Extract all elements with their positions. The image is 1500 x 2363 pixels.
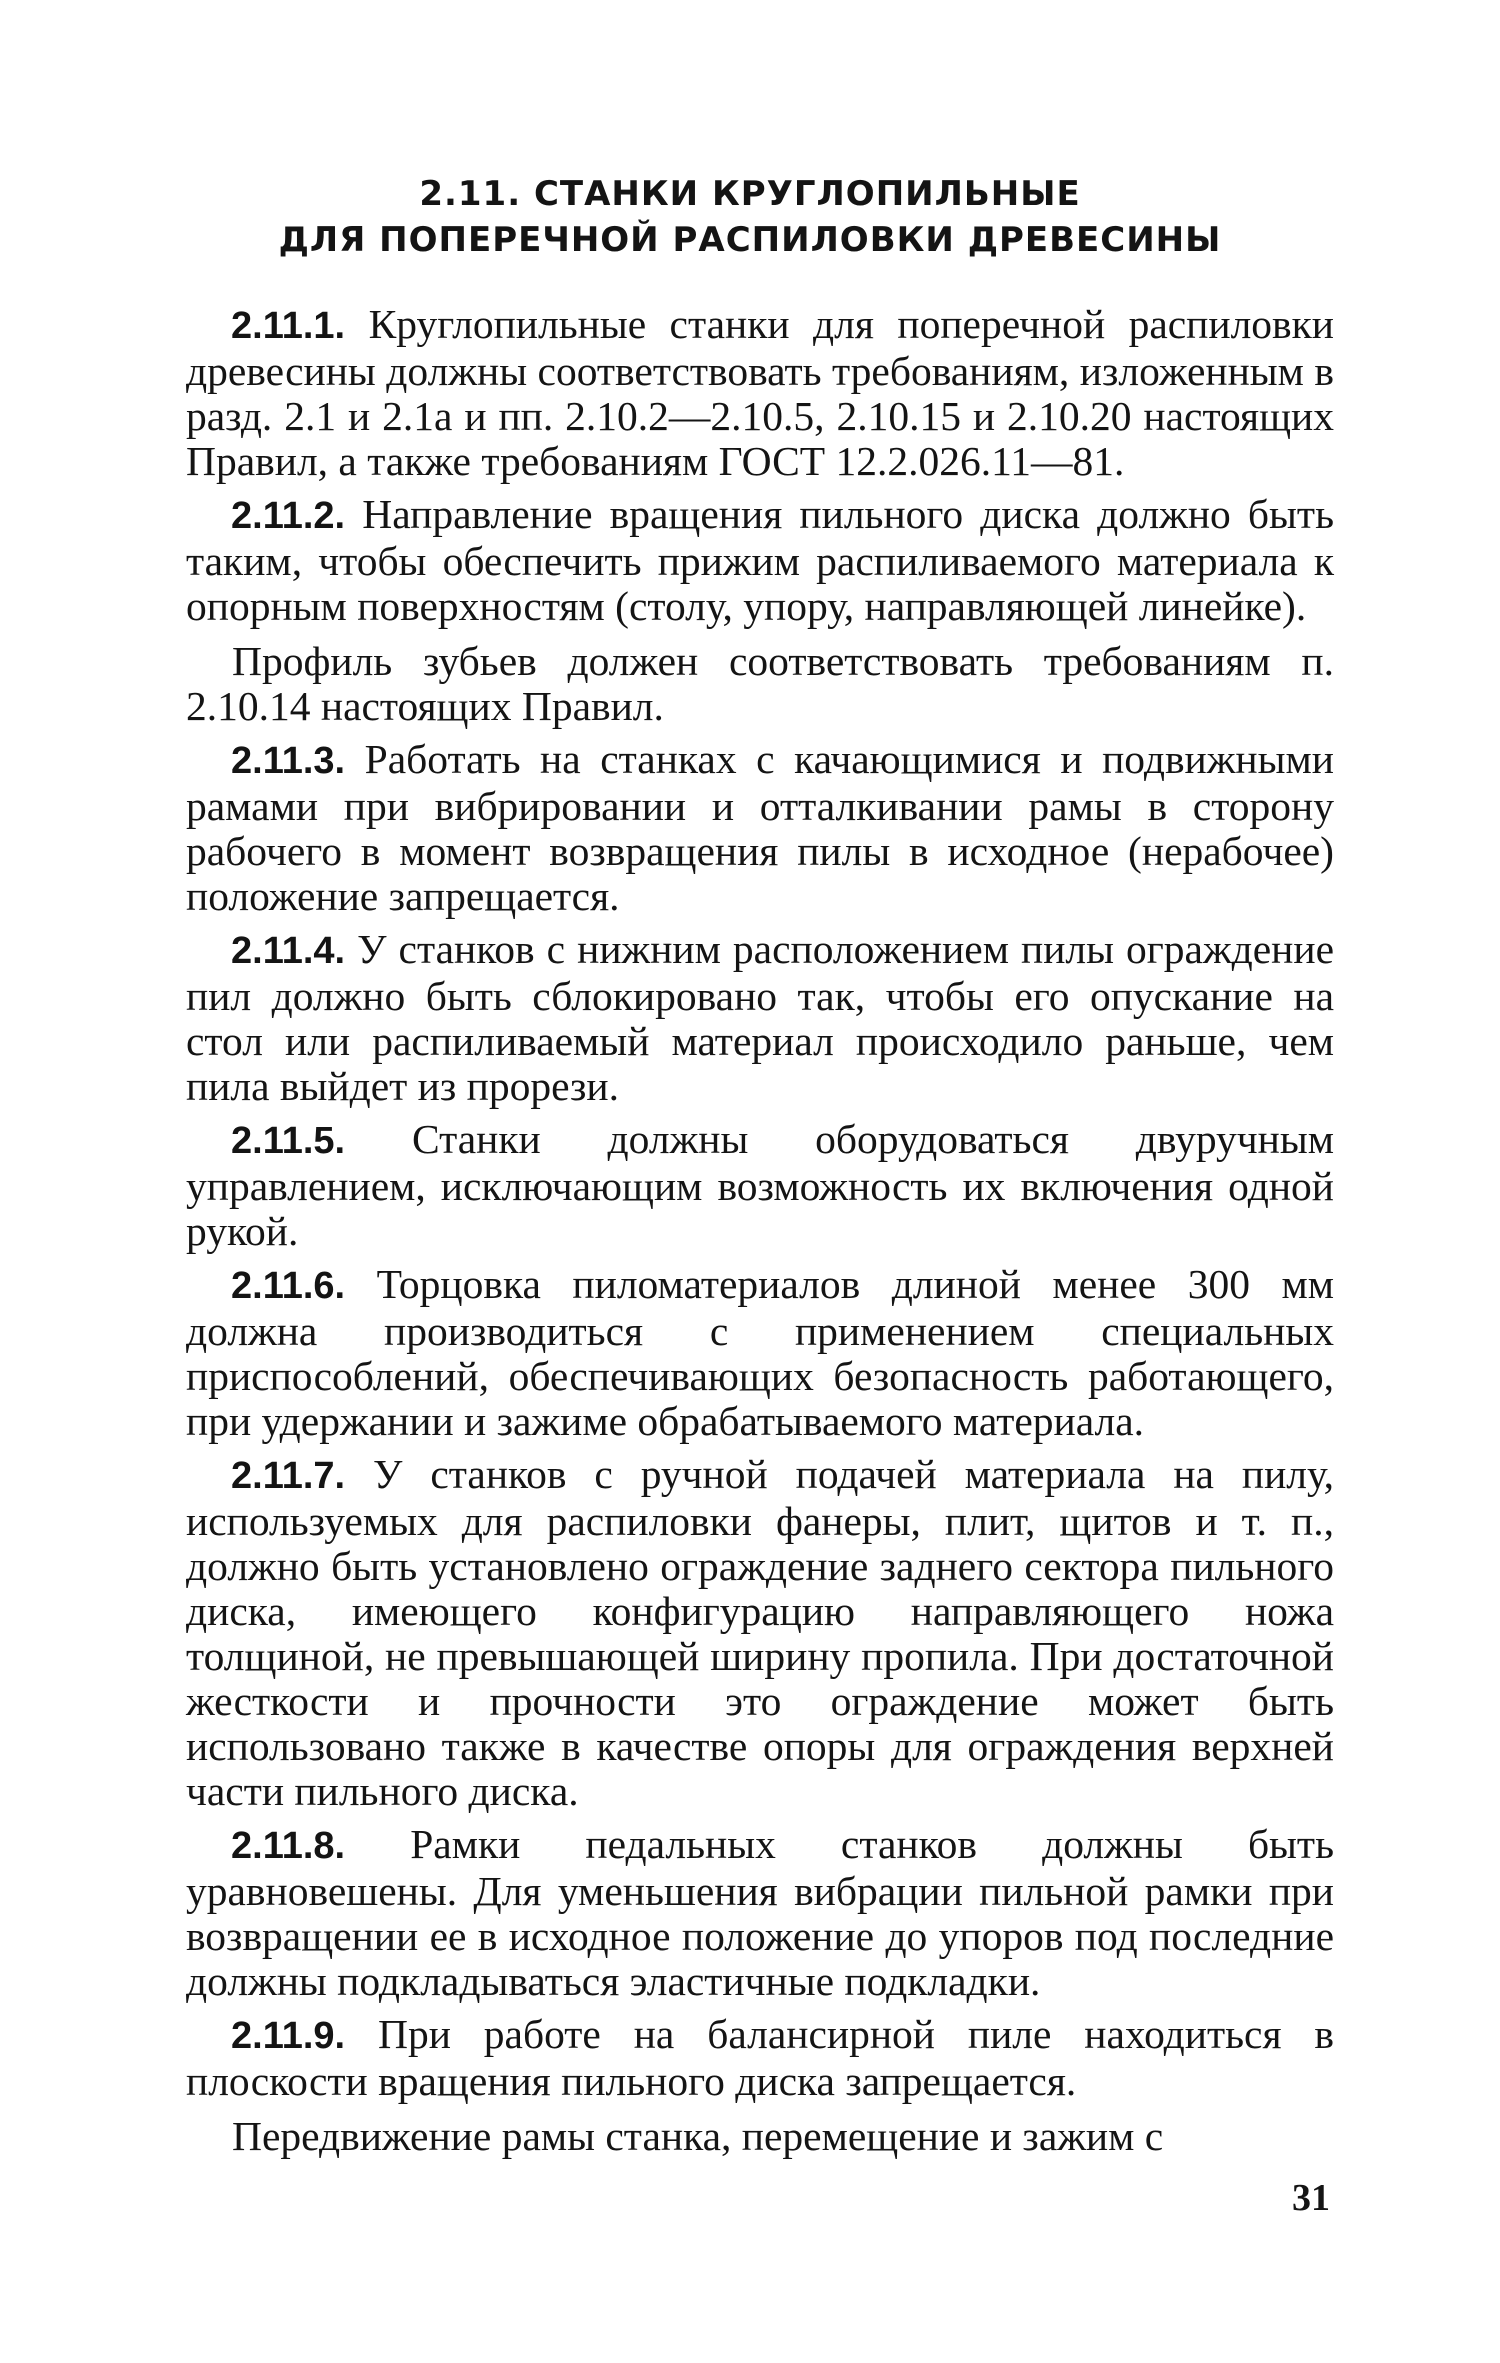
paragraph-2-11-6 [186, 1262, 1334, 1444]
paragraph-text: У станков с нижним расположением пилы ограждение пил должно быть сблокировано так, чтобы его опускание на стол или распиливаемый материал происходило раньше, чем пила выйдет из прорези. [186, 926, 1335, 1109]
clause-number: 2.11.2. [231, 495, 346, 537]
section-heading-line-2: ДЛЯ ПОПЕРЕЧНОЙ РАСПИЛОВКИ ДРЕВЕСИНЫ [278, 220, 1222, 260]
paragraph-2-11-7 [186, 1452, 1334, 1814]
paragraph-text: Профиль зубьев должен соответствовать требованиям п. 2.10.14 настоящих Правил. [186, 638, 1334, 729]
paragraph-text: Работать на станках с качающимися и подвижными рамами при вибрировании и отталкивании рамы в сторону рабочего в момент возвращения пилы в исходное (нерабочее) положение запрещается. [186, 736, 1334, 919]
paragraph-2-11-1 [186, 302, 1334, 484]
page-number: 31 [1292, 2177, 1330, 2219]
clause-number: 2.11.9. [231, 2015, 346, 2057]
paragraph-text: Круглопильные станки для поперечной распиловки древесины должны соответствовать требованиям, изложенным в разд. 2.1 и 2.1а и пп. 2.10.2—2.10.5, 2.10.15 и 2.10.20 настоящих Правил, а также требованиям ГОСТ 12.2.026.11—81. [186, 301, 1335, 484]
body-text [186, 302, 1334, 2159]
clause-number: 2.11.8. [231, 1825, 346, 1867]
paragraph-2-11-9 [186, 2012, 1334, 2104]
paragraph-2-11-3 [186, 737, 1334, 919]
paragraph-frame-movement [186, 2114, 1334, 2159]
paragraph-2-11-2 [186, 492, 1334, 629]
paragraph-text: Торцовка пиломатериалов длиной менее 300 мм должна производиться с применением специальных приспособлений, обеспечивающих безопасность работающего, при удержании и зажиме обрабатываемого материала. [186, 1261, 1334, 1444]
clause-number: 2.11.7. [231, 1455, 346, 1497]
paragraph-tooth-profile [186, 639, 1334, 729]
paragraph-2-11-8 [186, 1822, 1334, 2004]
paragraph-text: Станки должны оборудоваться двуручным управлением, исключающим возможность их включения одной рукой. [186, 1116, 1334, 1254]
paragraph-text: Направление вращения пильного диска должно быть таким, чтобы обеспечить прижим распиливаемого материала к опорным поверхностям (столу, упору, направляющей линейке). [186, 491, 1334, 629]
clause-number: 2.11.6. [231, 1265, 346, 1307]
paragraph-text: При работе на балансирной пиле находиться в плоскости вращения пильного диска запрещается. [186, 2011, 1334, 2104]
paragraph-text: У станков с ручной подачей материала на пилу, используемых для распиловки фанеры, плит, щитов и т. п., должно быть установлено ограждение заднего сектора пильного диска, имеющего конфигурацию направляющего ножа толщиной, не превышающей ширину пропила. При достаточной жесткости и прочности это ограждение может быть использовано также в качестве опоры для ограждения верхней части пильного диска. [186, 1451, 1334, 1814]
paragraph-text: Рамки педальных станков должны быть уравновешены. Для уменьшения вибрации пильной рамки при возвращении ее в исходное положение до упоров под последние должны подкладываться эластичные подкладки. [186, 1821, 1334, 2004]
paragraph-text: Передвижение рамы станка, перемещение и зажим с [232, 2113, 1164, 2159]
clause-number: 2.11.4. [231, 930, 346, 972]
clause-number: 2.11.3. [231, 740, 346, 782]
clause-number: 2.11.1. [231, 305, 346, 347]
clause-number: 2.11.5. [231, 1120, 346, 1162]
paragraph-2-11-5 [186, 1117, 1334, 1254]
section-heading-line-1: 2.11. СТАНКИ КРУГЛОПИЛЬНЫЕ [419, 174, 1081, 214]
paragraph-2-11-4 [186, 927, 1334, 1109]
